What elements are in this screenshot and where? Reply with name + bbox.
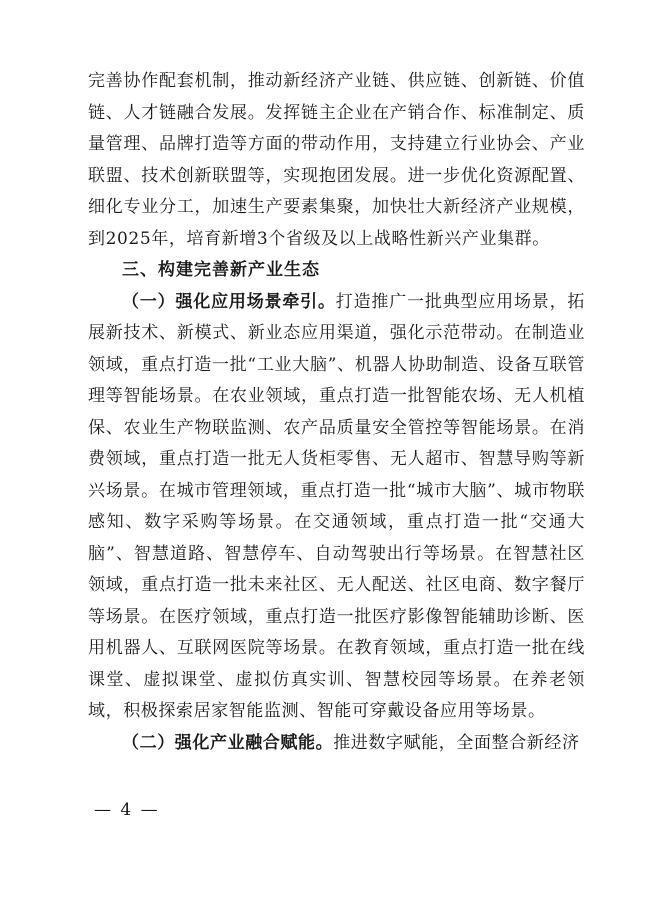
document-page	[88, 66, 585, 759]
section-heading: 三、构建完善新产业生态	[122, 260, 320, 280]
subsection-paragraph-2	[88, 728, 585, 760]
subsection-body-2: 推进数字赋能，全面整合新经济	[333, 732, 580, 753]
body-paragraph: 完善协作配套机制，推动新经济产业链、供应链、创新链、价值链、人才链融合发展。发挥链主企业在产销合作、标准制定、质量管理、品牌打造等方面的带动作用，支持建立行业协会、产业联盟、技术创新联盟等，实现抱团发展。进一步优化资源配置、细化专业分工，加速生产要素集聚，加快壮大新经济产业规模，到2025年，培育新增3个省级及以上战略性新兴产业集群。	[88, 71, 585, 249]
subsection-title-1: （一）强化应用场景牵引。	[122, 291, 336, 312]
page-number: — 4 —	[94, 800, 160, 820]
subsection-body-1: 打造推广一批典型应用场景，拓展新技术、新模式、新业态应用渠道，强化示范带动。在制造业领域，重点打造一批“工业大脑”、机器人协助制造、设备互联管理等智能场景。在农业领域，重点打造一批智能农场、无人机植保、农业生产物联监测、农产品质量安全管控等智能场景。在消费领域，重点打造一批无人货柜零售、无人超市、智慧导购等新兴场景。在城市管理领域，重点打造一批“城市大脑”、城市物联感知、数字采购等场景。在交通领域，重点打造一批“交通大脑”、智慧道路、智慧停车、自动驾驶出行等场景。在智慧社区领域，重点打造一批未来社区、无人配送、社区电商、数字餐厅等场景。在医疗领域，重点打造一批医疗影像智能辅助诊断、医用机器人、互联网医院等场景。在教育领域，重点打造一批在线课堂、虚拟课堂、虚拟仿真实训、智慧校园等场景。在养老领域，积极探索居家智能监测、智能可穿戴设备应用等场景。	[88, 291, 585, 721]
subsection-paragraph-1	[88, 287, 585, 728]
subsection-title-2: （二）强化产业融合赋能。	[122, 732, 334, 753]
